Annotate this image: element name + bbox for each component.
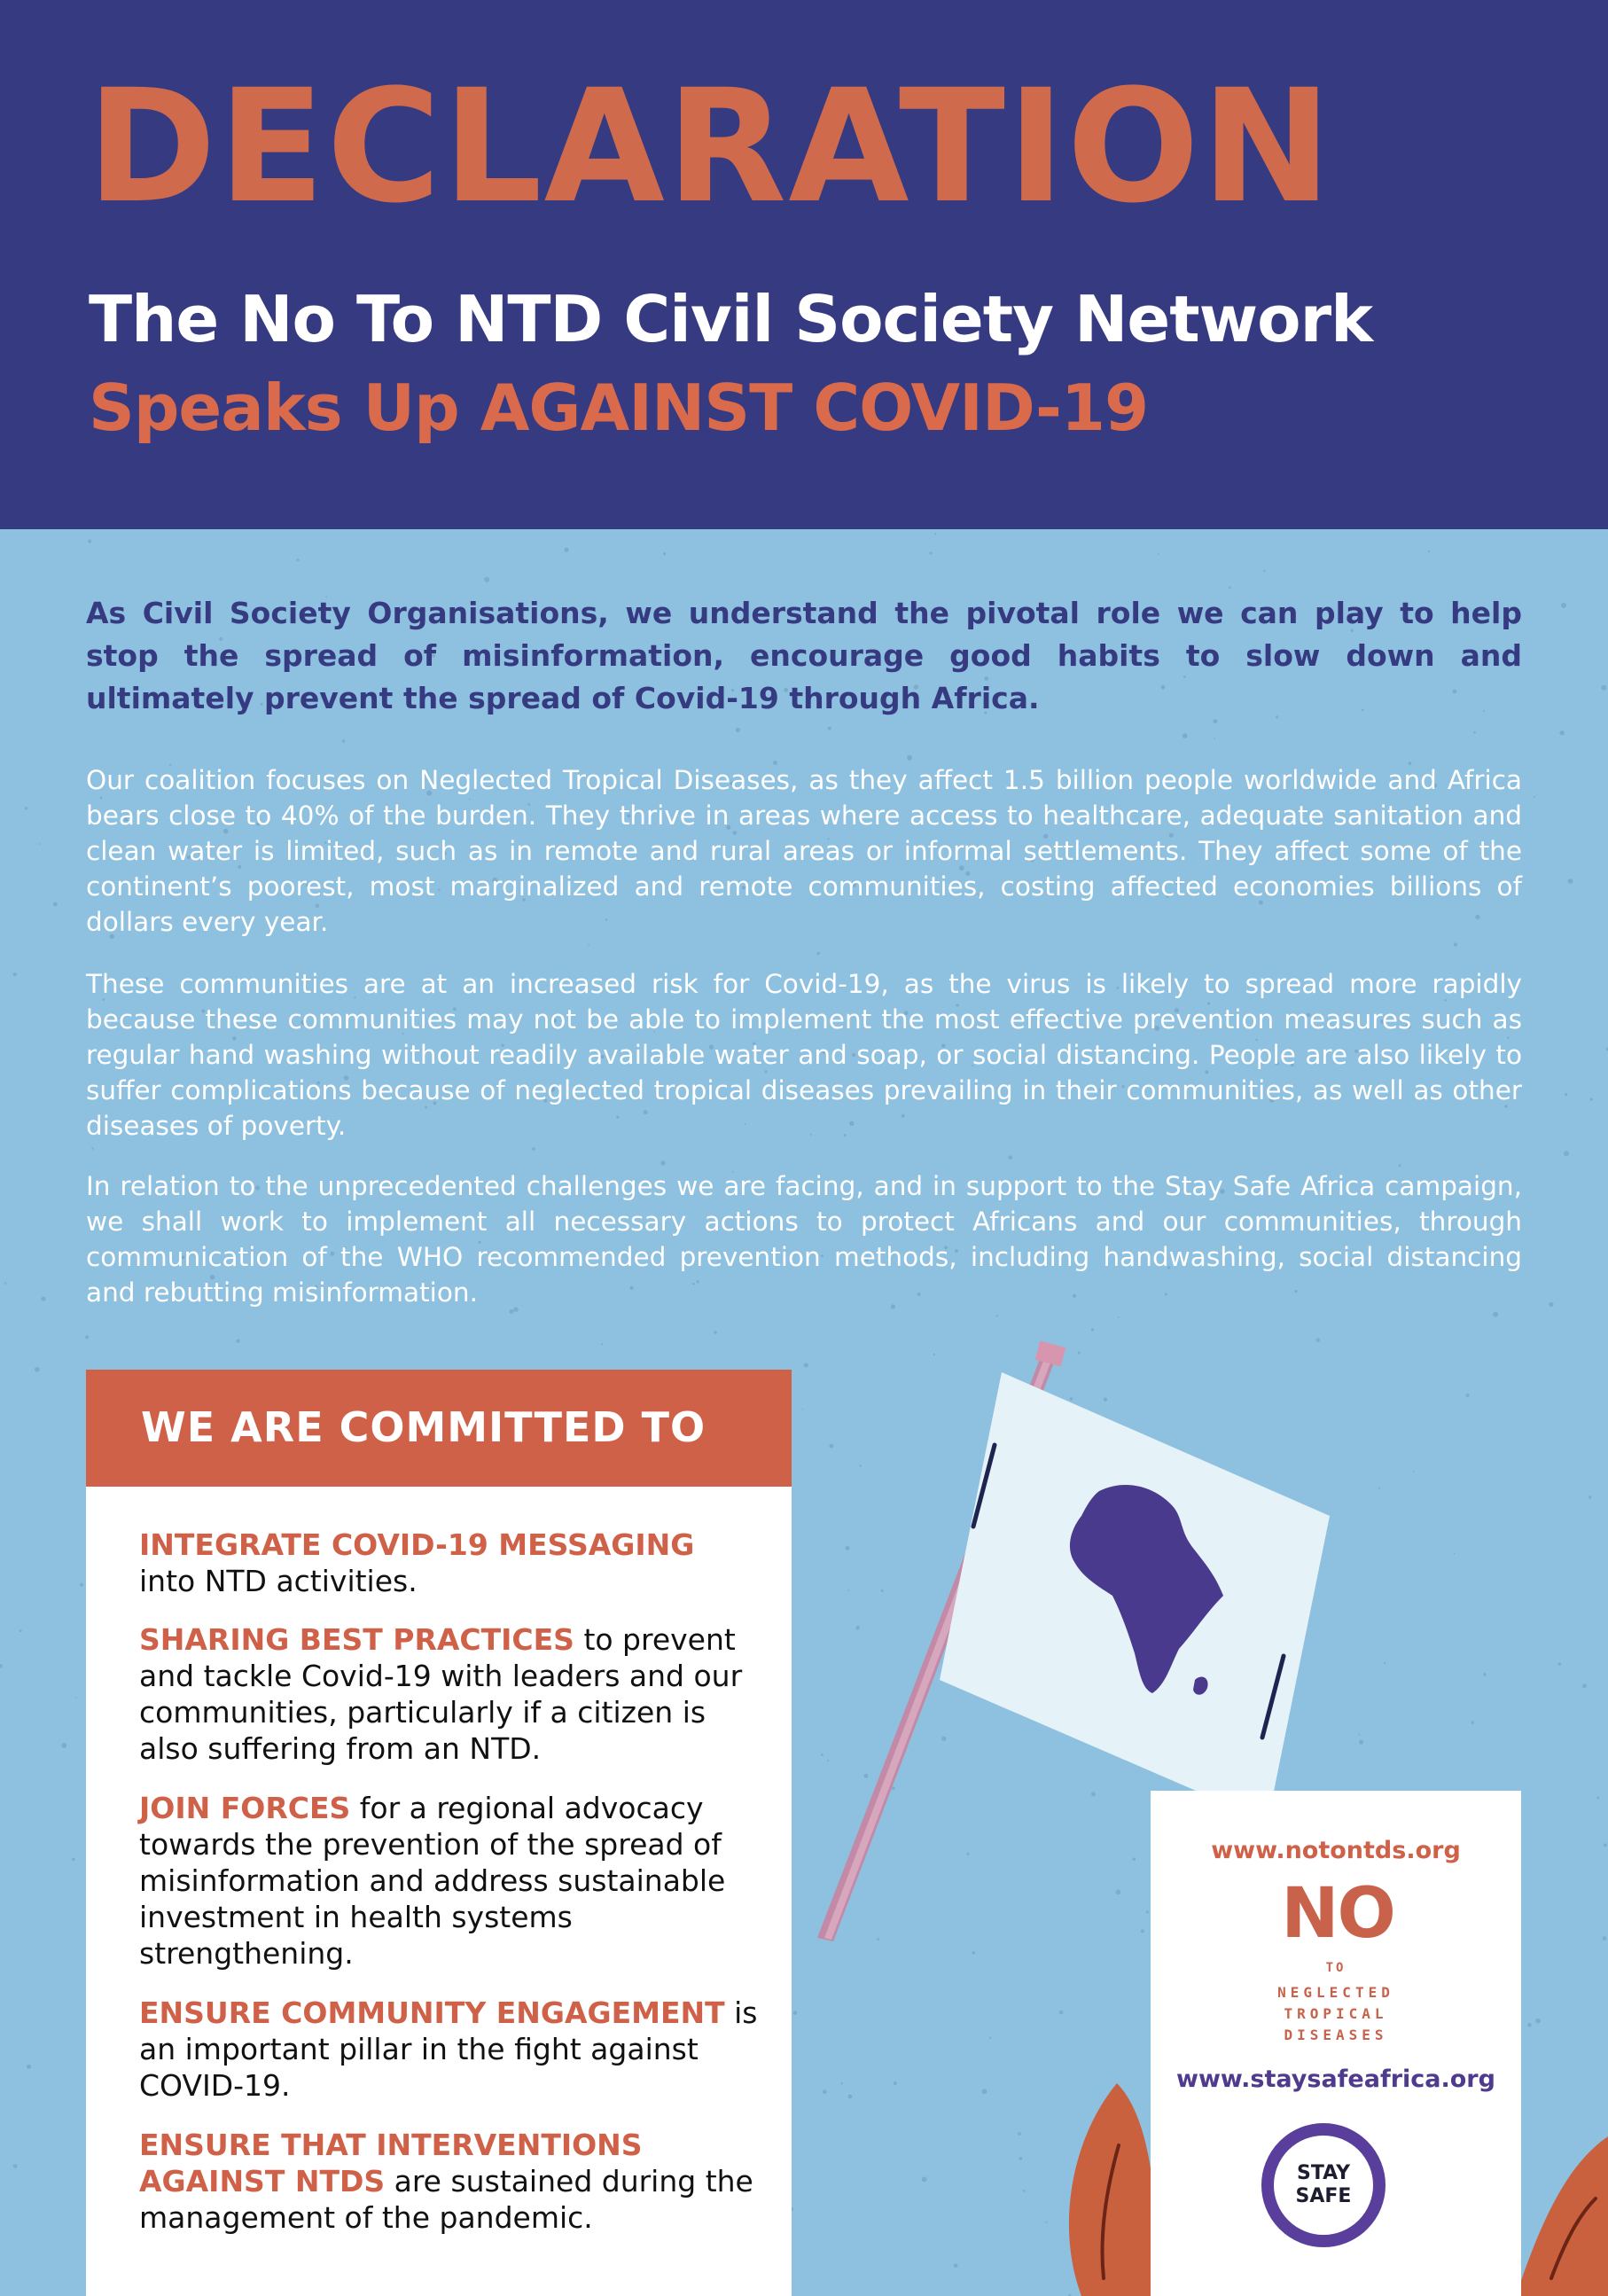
commitment-text: for a regional advocacy towards the prevention of the spread of misinformation and address sustainable investment in health systems strengthening. <box>139 1791 726 1971</box>
commitment-text: is an important pillar in the fight against COVID-19. <box>139 1995 758 2103</box>
commitment-item-4 <box>139 1995 760 2104</box>
commitment-text: to prevent and tackle Covid-19 with leaders and our communities, particularly if a citizen is also suffering from an NTD. <box>139 1622 743 1766</box>
logo-to-word: TO <box>1325 1961 1347 1975</box>
commitments-list <box>86 1487 792 2296</box>
commitment-text: are sustained during the management of the pandemic. <box>139 2164 753 2235</box>
commitment-highlight: JOIN FORCES <box>139 1791 351 1825</box>
commitment-item-3 <box>139 1790 760 1972</box>
commitment-highlight: ENSURE THAT INTERVENTIONS AGAINST NTDS <box>139 2128 643 2198</box>
body-paragraph-2: These communities are at an increased risk for Covid-19, as the virus is likely to spread more rapidly because these communities may not be able to implement the most effective prevention measures such as regular hand washing without readily available water and soap, or social distancing. People are also likely to suffer complications because of neglected tropical diseases prevailing in their communities, as well as other diseases of poverty. <box>86 969 1522 1141</box>
logo-line-neglected: NEGLECTED <box>1277 1984 1394 2001</box>
partner-logos-panel <box>1151 1791 1521 2296</box>
notontds-link[interactable]: www.notontds.org <box>1211 1837 1461 1864</box>
intro-paragraph: As Civil Society Organisations, we understand the pivotal role we can play to help stop the spread of misinformation, encourage good habits to slow down and ultimately prevent the spread of Covid-19 through Africa. <box>86 596 1522 715</box>
subtitle-line-2: Speaks Up AGAINST COVID-19 <box>89 371 1149 445</box>
logo-line-diseases: DISEASES <box>1284 2027 1388 2043</box>
stay-word: STAY <box>1297 2162 1350 2184</box>
body-paragraph-1: Our coalition focuses on Neglected Tropical Diseases, as they affect 1.5 billion people worldwide and Africa bears close to 40% of the burden. They thrive in areas where access to healthcare, adequate sanitation and clean water is limited, such as in remote and rural areas or informal settlements. They affect some of the continent’s poorest, most marginalized and remote communities, costing affected economies billions of dollars every year. <box>86 765 1522 937</box>
staysafeafrica-link[interactable]: www.staysafeafrica.org <box>1176 2066 1495 2093</box>
commitment-highlight: SHARING BEST PRACTICES <box>139 1622 574 1657</box>
commitment-item-2 <box>139 1621 760 1767</box>
commitments-heading: WE ARE COMMITTED TO <box>141 1403 706 1451</box>
logo-line-tropical: TROPICAL <box>1284 2005 1388 2022</box>
commitments-heading-banner <box>86 1370 792 1487</box>
page-title: DECLARATION <box>87 56 1334 238</box>
commitment-item-5 <box>139 2127 760 2236</box>
subtitle-line-1: The No To NTD Civil Society Network <box>89 282 1373 356</box>
page-subtitle <box>89 275 1578 452</box>
safe-word: SAFE <box>1295 2185 1352 2207</box>
commitment-item-1 <box>139 1527 760 1599</box>
commitment-highlight: INTEGRATE COVID-19 MESSAGING <box>139 1527 695 1562</box>
commitment-highlight: ENSURE COMMUNITY ENGAGEMENT <box>139 1995 725 2030</box>
body-paragraph-3: In relation to the unprecedented challenges we are facing, and in support to the Stay Safe Africa campaign, we shall work to implement all necessary actions to protect Africans and our communities, through communication of the WHO recommended prevention methods, including handwashing, social distancing and rebutting misinformation. <box>86 1171 1522 1308</box>
stay-safe-logo-text <box>1274 2162 1373 2208</box>
header-banner <box>0 0 1608 529</box>
no-to-ntd-logo: NO <box>1281 1874 1394 1954</box>
stay-safe-ring-icon <box>1261 2123 1386 2247</box>
commitment-text: into NTD activities. <box>139 1564 418 1598</box>
